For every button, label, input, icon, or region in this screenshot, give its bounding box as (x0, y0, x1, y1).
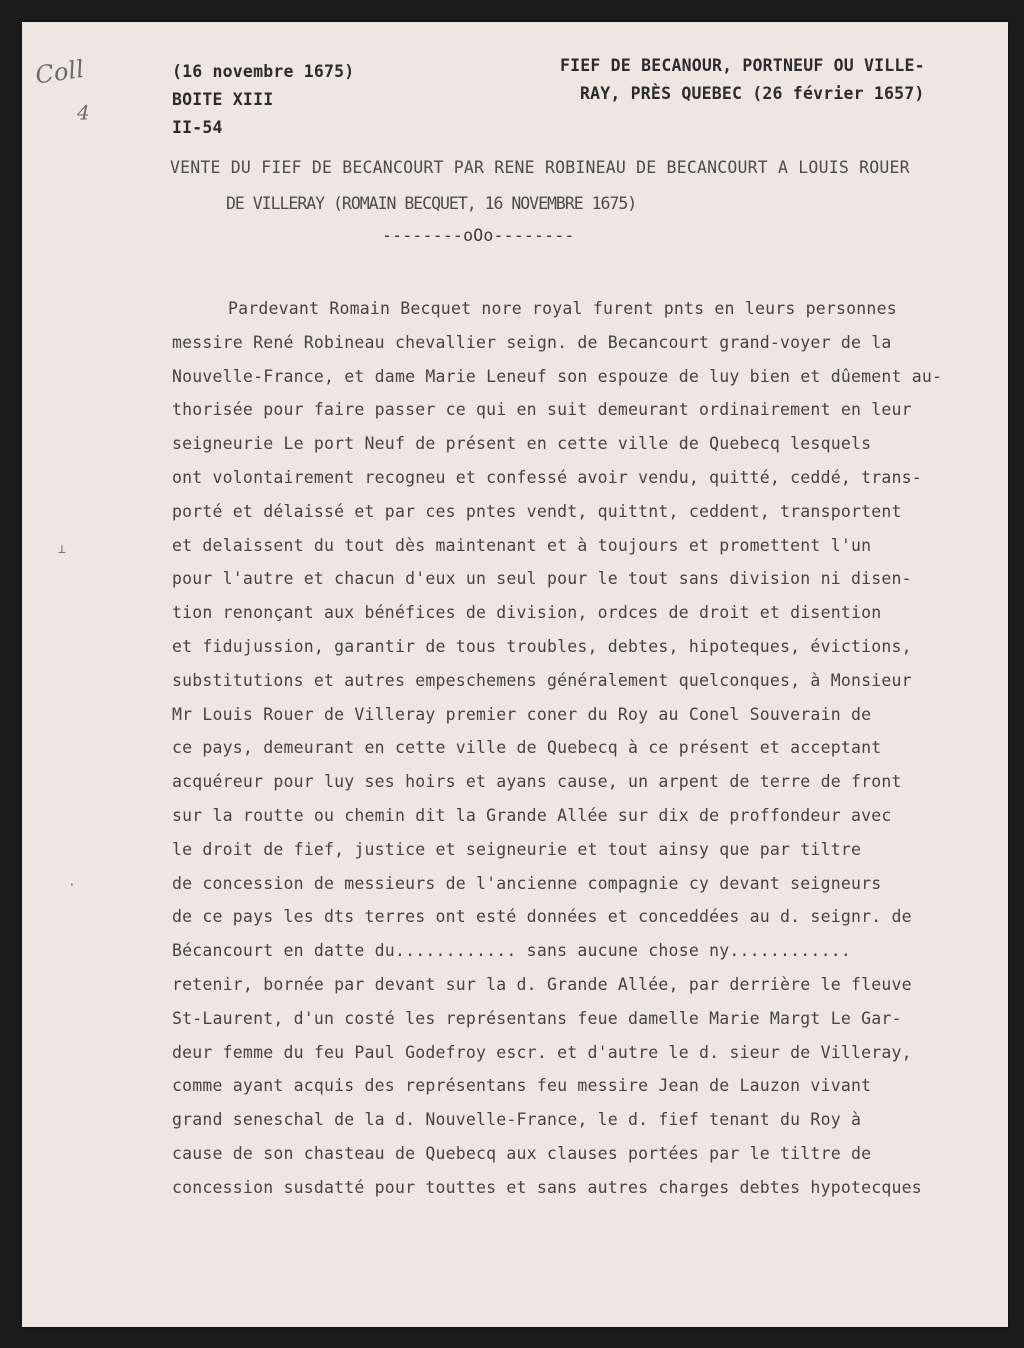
body-line: pour l'autre et chacun d'eux un seul pour le tout sans division ni disen- (172, 569, 912, 589)
body-line: comme ayant acquis des représentans feu messire Jean de Lauzon vivant (172, 1076, 872, 1096)
document-page (22, 22, 1008, 1327)
body-line: messire René Robineau chevallier seign. de Becancourt grand-voyer de la (172, 332, 892, 352)
margin-tick-mark: · (68, 878, 77, 893)
margin-note-line1: Coll (33, 54, 86, 90)
header-left-block (172, 58, 354, 142)
body-line: acquéreur pour luy ses hoirs et ayans cause, un arpent de terre de front (172, 772, 902, 792)
body-line: ce pays, demeurant en cette ville de Quebecq à ce présent et acceptant (172, 738, 882, 758)
body-line: Nouvelle-France, et dame Marie Leneuf son espouze de luy bien et dûement au- (172, 366, 943, 386)
body-line: thorisée pour faire passer ce qui en suit demeurant ordinairement en leur (172, 400, 912, 420)
body-line: le droit de fief, justice et seigneurie et tout ainsy que par tiltre (172, 839, 862, 859)
body-line: sur la routte ou chemin dit la Grande Allée sur dix de proffondeur avec (172, 805, 892, 825)
body-line: tion renonçant aux bénéfices de division, ordces de droit et disention (172, 603, 882, 623)
body-line: porté et délaissé et par ces pntes vendt, quittnt, ceddent, transportent (172, 501, 902, 521)
body-line: et delaissent du tout dès maintenant et à toujours et promettent l'un (172, 535, 872, 555)
header-ref: II-54 (172, 118, 223, 137)
header-right-line1: FIEF DE BECANOUR, PORTNEUF OU VILLE- (560, 56, 925, 75)
body-line: grand seneschal de la d. Nouvelle-France, le d. fief tenant du Roy à (172, 1110, 862, 1130)
body-line: de ce pays les dts terres ont esté données et conceddées au d. seignr. de (172, 907, 912, 927)
body-line: Bécancourt en datte du............ sans aucune chose ny............ (172, 941, 851, 961)
body-line: deur femme du feu Paul Godefroy escr. et d'autre le d. sieur de Villeray, (172, 1042, 912, 1062)
document-body (172, 292, 998, 1205)
title-separator: --------oOo-------- (382, 226, 575, 245)
body-line: substitutions et autres empeschemens généralement quelconques, à Monsieur (172, 670, 912, 690)
margin-note-number: 4 (76, 99, 90, 124)
body-line: cause de son chasteau de Quebecq aux clauses portées par le tiltre de (172, 1143, 872, 1163)
title-line1: VENTE DU FIEF DE BECANCOURT PAR RENE ROBINEAU DE BECANCOURT A LOUIS ROUER (170, 158, 910, 177)
body-line: et fidujussion, garantir de tous troubles, debtes, hipoteques, évictions, (172, 636, 912, 656)
body-line: seigneurie Le port Neuf de présent en cette ville de Quebecq lesquels (172, 434, 872, 454)
margin-tick-mark: ⊥ (58, 542, 67, 557)
body-line: ont volontairement recogneu et confessé avoir vendu, quitté, ceddé, trans- (172, 467, 922, 487)
body-line: Mr Louis Rouer de Villeray premier coner du Roy au Conel Souverain de (172, 704, 872, 724)
handwritten-margin-note (32, 47, 92, 137)
body-line: St-Laurent, d'un costé les représentans feue damelle Marie Margt Le Gar- (172, 1008, 902, 1028)
header-right-block (560, 52, 925, 108)
header-date: (16 novembre 1675) (172, 62, 355, 81)
header-right-line2: RAY, PRÈS QUEBEC (26 février 1657) (580, 84, 925, 103)
body-line: Pardevant Romain Becquet nore royal furent pnts en leurs personnes (228, 299, 897, 318)
body-line: concession susdatté pour touttes et sans autres charges debtes hypotecques (172, 1177, 922, 1197)
document-title (170, 150, 980, 222)
body-line: retenir, bornée par devant sur la d. Grande Allée, par derrière le fleuve (172, 974, 912, 994)
title-line2: DE VILLERAY (ROMAIN BECQUET, 16 NOVEMBRE 1675) (226, 194, 637, 213)
body-line: de concession de messieurs de l'ancienne compagnie cy devant seigneurs (172, 873, 882, 893)
header-box: BOITE XIII (172, 90, 274, 109)
